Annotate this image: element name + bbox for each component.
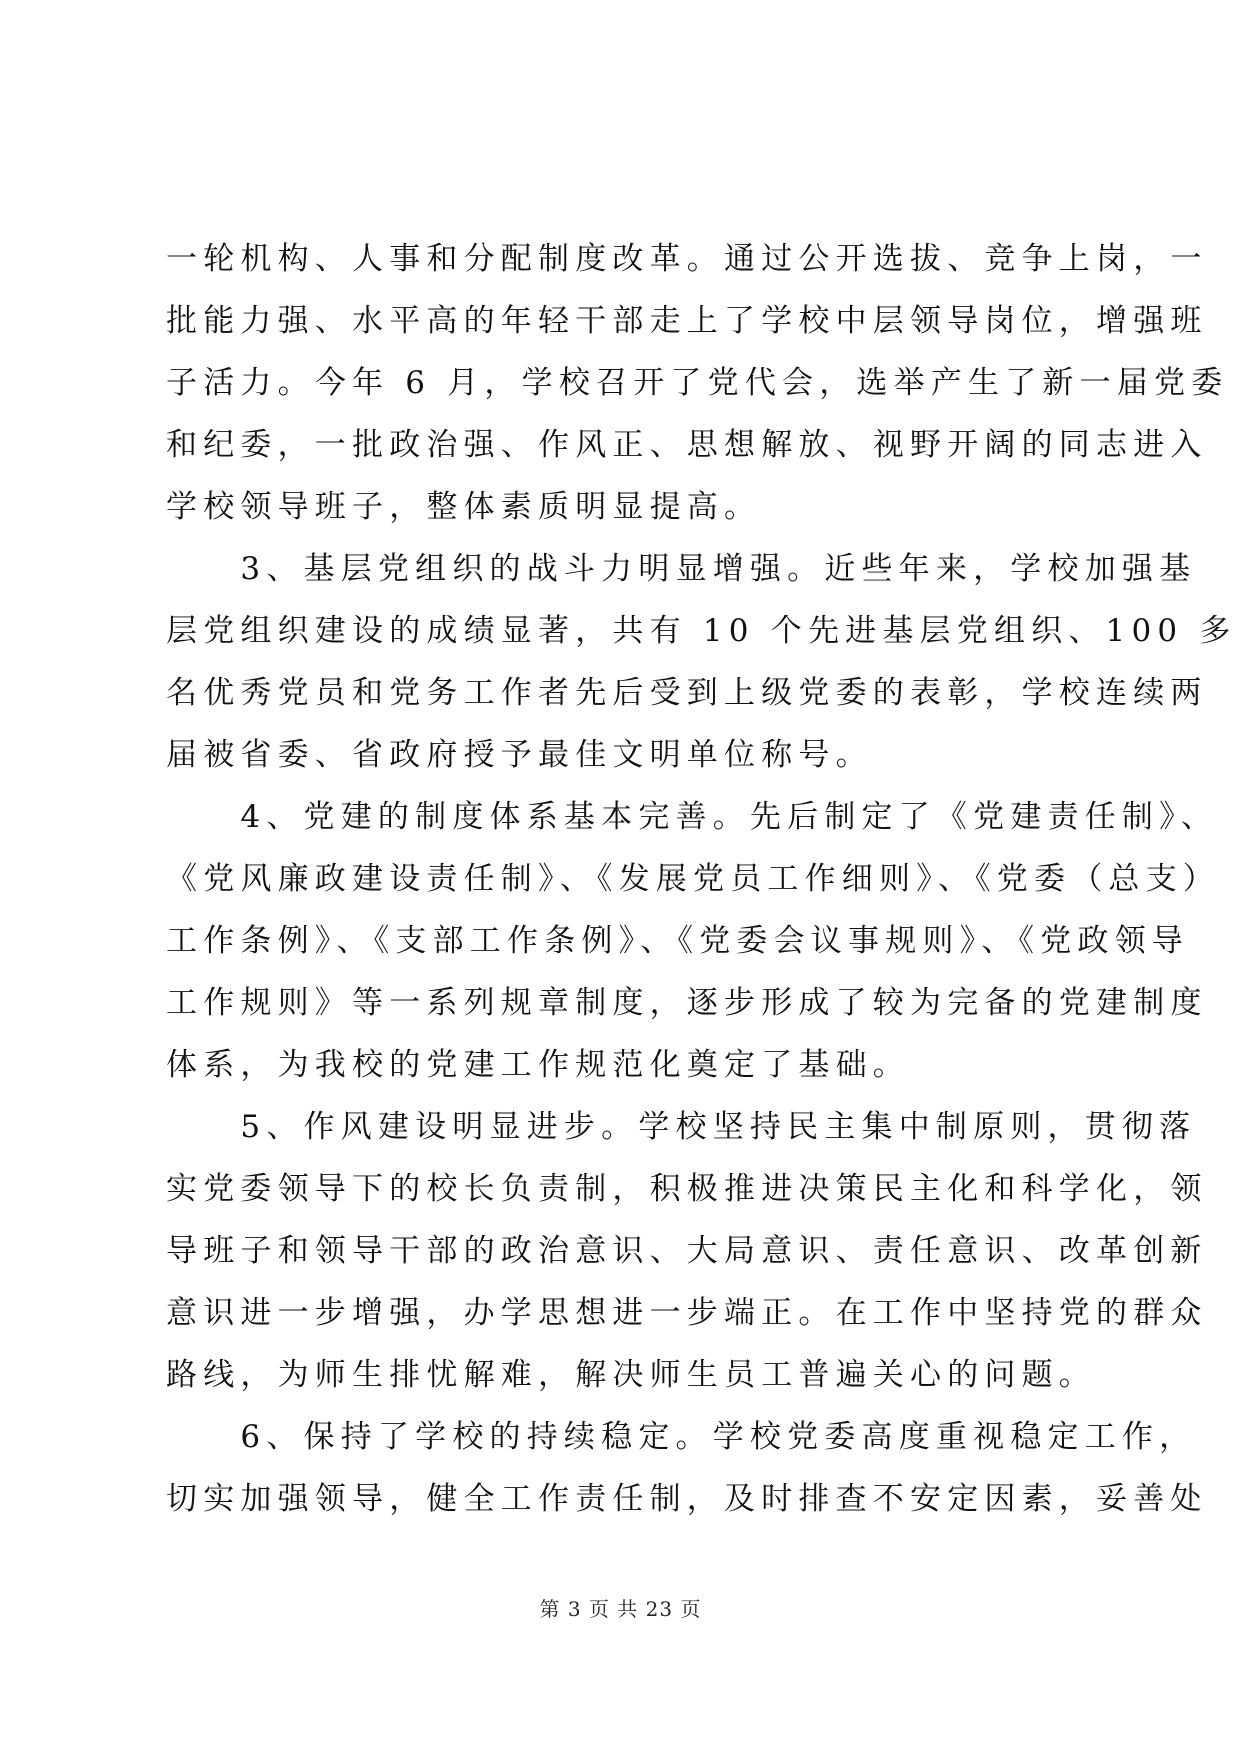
text-line: 切实加强领导，健全工作责任制，及时排查不安定因素，妥善处 [166,1481,1208,1517]
text-line: 3、基层党组织的战斗力明显增强。近些年来，学校加强基 [166,551,1197,587]
text-line: 意识进一步增强，办学思想进一步端正。在工作中坚持党的群众 [166,1295,1208,1331]
text-line: 和纪委，一批政治强、作风正、思想解放、视野开阔的同志进入 [166,427,1208,463]
text-line: 学校领导班子，整体素质明显提高。 [166,489,762,525]
text-line: 4、党建的制度体系基本完善。先后制定了《党建责任制》、 [166,799,1219,835]
text-line: 层党组织建设的成绩显著，共有 10 个先进基层党组织、100 多 [166,613,1237,649]
text-line: 名优秀党员和党务工作者先后受到上级党委的表彰，学校连续两 [166,675,1208,711]
text-line: 子活力。今年 6 月，学校召开了党代会，选举产生了新一届党委 [166,365,1229,401]
body-text [166,228,1237,1530]
text-line: 届被省委、省政府授予最佳文明单位称号。 [166,737,873,773]
text-line: 体系，为我校的党建工作规范化奠定了基础。 [166,1047,910,1083]
text-line: 5、作风建设明显进步。学校坚持民主集中制原则，贯彻落 [166,1109,1197,1145]
text-line: 批能力强、水平高的年轻干部走上了学校中层领导岗位，增强班 [166,303,1208,339]
text-line: 实党委领导下的校长负责制，积极推进决策民主化和科学化，领 [166,1171,1208,1207]
page-number-footer: 第 3 页 共 23 页 [539,1597,702,1621]
text-line: 工作规则》等一系列规章制度，逐步形成了较为完备的党建制度 [166,985,1208,1021]
text-line: 6、保持了学校的持续稳定。学校党委高度重视稳定工作， [166,1419,1197,1455]
text-line: 《党风廉政建设责任制》、《发展党员工作细则》、《党委（总支） [166,861,1220,897]
text-line: 路线，为师生排忧解难，解决师生员工普遍关心的问题。 [166,1357,1096,1393]
text-line: 工作条例》、《支部工作条例》、《党委会议事规则》、《党政领导 [166,923,1189,959]
text-line: 一轮机构、人事和分配制度改革。通过公开选拔、竞争上岗，一 [166,241,1208,277]
text-line: 导班子和领导干部的政治意识、大局意识、责任意识、改革创新 [166,1233,1208,1269]
